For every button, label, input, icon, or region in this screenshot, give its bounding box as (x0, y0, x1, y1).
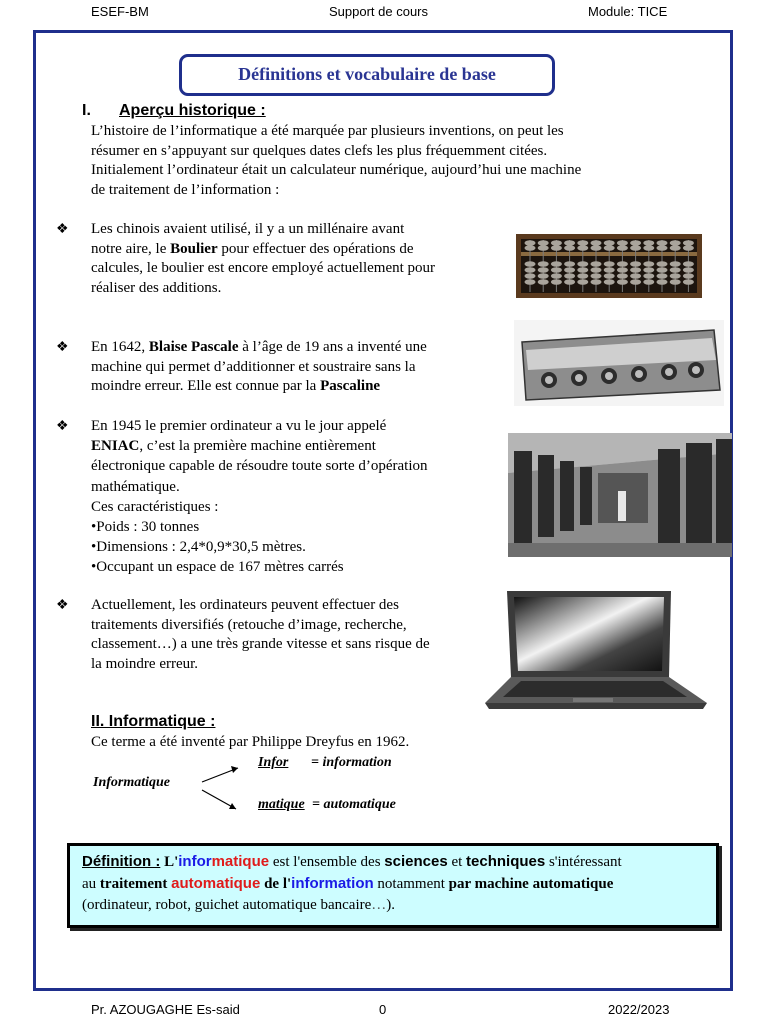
laptop-image (481, 585, 711, 713)
footer-year: 2022/2023 (608, 1002, 670, 1017)
word-automatique: = automatique (312, 797, 396, 812)
section1-title: Aperçu historique : (119, 102, 266, 119)
eniac-line: •Poids : 30 tonnes (91, 519, 200, 536)
definition-line-3: (ordinateur, robot, guichet automatique bancaire…). (82, 897, 396, 913)
pascal-line: machine qui permet d’additionner et soustraire sans la (91, 358, 416, 375)
section2-text: Ce terme a été inventé par Philippe Dreyfus en 1962. (91, 734, 410, 750)
intro-line: de traitement de l’information : (91, 181, 280, 198)
intro-line: Initialement l’ordinateur était un calculateur numérique, aujourd’hui une machine (91, 162, 582, 178)
definition-line-1: Définition : L'informatique est l'ensemble des sciences et techniques s'intéressant (82, 853, 622, 870)
pascal-line: En 1642, Blaise Pascale à l’âge de 19 ans a inventé une (91, 339, 427, 355)
intro-line: L’histoire de l’informatique a été marquée par plusieurs inventions, on peut les (91, 123, 564, 139)
eniac-line: •Dimensions : 2,4*0,9*30,5 mètres. (91, 539, 306, 556)
definition-box (67, 843, 719, 928)
bullet-diamond-icon: ❖ (56, 340, 69, 355)
actuel-text (91, 596, 430, 674)
abacus-image (516, 234, 702, 298)
footer-author: Pr. AZOUGAGHE Es-said (91, 1002, 240, 1017)
section1-number: I. (82, 102, 91, 119)
pascaline-image (514, 320, 724, 406)
word-matique: matique (258, 797, 305, 812)
section2-title: II. Informatique : (91, 713, 216, 730)
header-left: ESEF-BM (91, 4, 149, 19)
word-infor: Infor (258, 755, 289, 770)
pascal-text (91, 338, 427, 397)
eniac-line: Ces caractéristiques : (91, 498, 219, 515)
actuel-line: la moindre erreur. (91, 655, 199, 672)
page-number: 0 (379, 1002, 387, 1017)
boulier-text (91, 220, 435, 298)
eniac-line: •Occupant un espace de 167 mètres carrés (91, 559, 344, 576)
eniac-line: mathématique. (91, 478, 180, 495)
bullet-diamond-icon: ❖ (56, 419, 69, 434)
page-title: Définitions et vocabulaire de base (179, 54, 555, 96)
intro-paragraph (91, 122, 581, 200)
boulier-line: Les chinois avaient utilisé, il y a un millénaire avant (91, 221, 405, 237)
bullet-diamond-icon: ❖ (56, 222, 69, 237)
boulier-line: calcules, le boulier est encore employé actuellement pour (91, 260, 436, 276)
pascal-line: moindre erreur. Elle est connue par la Pascaline (91, 378, 381, 394)
eniac-line: électronique capable de résoudre toute sorte d’opération (91, 458, 428, 475)
boulier-line: notre aire, le Boulier pour effectuer des opérations de (91, 240, 414, 257)
header-right: Module: TICE (588, 4, 668, 19)
intro-line: résumer en s’appuyant sur quelques dates clefs les plus fréquemment citées. (91, 142, 548, 159)
eniac-line: En 1945 le premier ordinateur a vu le jour appelé (91, 418, 387, 434)
boulier-line: réaliser des additions. (91, 279, 222, 296)
definition-line-2: au traitement automatique de l'information notamment par machine automatique (82, 875, 614, 892)
word-informatique: Informatique (93, 775, 171, 790)
eniac-text (91, 416, 428, 578)
actuel-line: classement…) a une très grande vitesse et sans risque de (91, 636, 430, 652)
actuel-line: Actuellement, les ordinateurs peuvent effectuer des (91, 597, 399, 613)
header-center: Support de cours (329, 4, 429, 19)
bullet-diamond-icon: ❖ (56, 598, 69, 613)
eniac-line: ENIAC, c’est la première machine entièrement (91, 438, 376, 455)
actuel-line: traitements diversifiés (retouche d’image, recherche, (91, 616, 407, 633)
eniac-image (508, 433, 732, 557)
word-information: = information (311, 755, 392, 770)
